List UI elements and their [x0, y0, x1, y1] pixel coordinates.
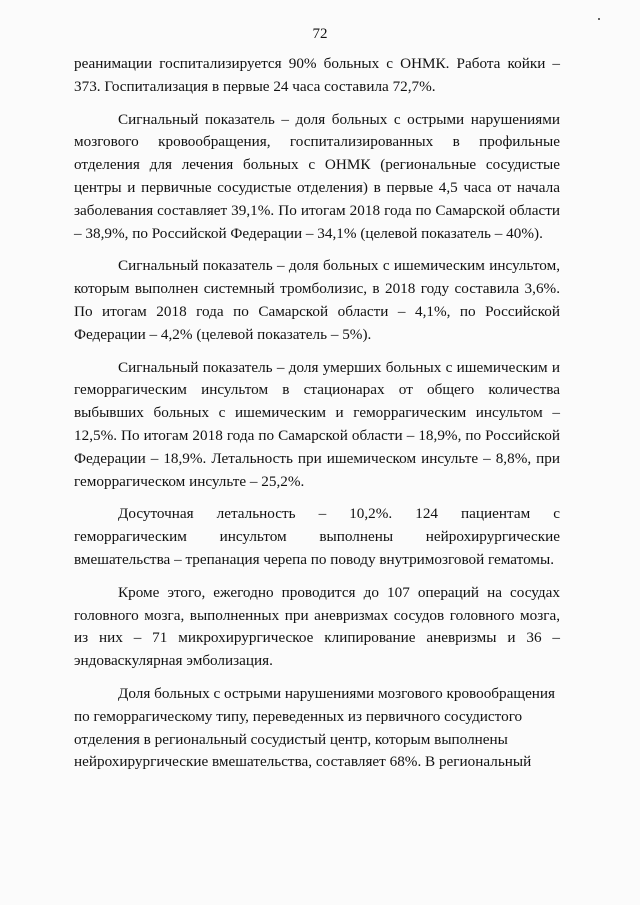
- paragraph-4: Сигнальный показатель – доля умерших больных с ишемическим и геморрагическим инсультом в стационарах от общего количества выбывших больных с ишемическим и геморрагическим инсультом – 12,5%. По итогам 2018 года по Самарской области – 18,9%, по Российской Федерации – 18,9%. Летальность при ишемическом инсульте – 8,8%, при геморрагическом инсульте – 25,2%.: [74, 358, 560, 490]
- paragraph-5: Досуточная летальность – 10,2%. 124 пациентам с геморрагическим инсультом выполнены нейрохирургические вмешательства – трепанация черепа по поводу внутримозговой гематомы.: [74, 505, 560, 568]
- page-number: 72: [312, 26, 328, 42]
- paragraph-7: Доля больных с острыми нарушениями мозгового кровообращения по геморрагическому типу, переведенных из первичного сосудистого отделения в региональный сосудистый центр, которым выполнены нейрохирургические вмешательства, составляет 68%. В региональный: [74, 684, 556, 771]
- paragraph-2: Сигнальный показатель – доля больных с острыми нарушениями мозгового кровообращения, госпитализированных в профильные отделения для лечения больных с ОНМК (региональные сосудистые центры и первичные сосудистые отделения) в первые 4,5 часа от начала заболевания составляет 39,1%. По итогам 2018 года по Самарской области – 38,9%, по Российской Федерации – 34,1% (целевой показатель – 40%).: [74, 110, 560, 242]
- scan-speck: [598, 18, 600, 20]
- paragraph-6: Кроме этого, ежегодно проводится до 107 операций на сосудах головного мозга, выполненных при аневризмах сосудов головного мозга, из них – 71 микрохирургическое клипирование аневризмы и 36 – эндоваскулярная эмболизация.: [74, 583, 560, 670]
- body-text: [74, 53, 560, 784]
- paragraph-3: Сигнальный показатель – доля больных с ишемическим инсультом, которым выполнен системный тромболизис, в 2018 году составила 3,6%. По итогам 2018 года по Самарской области – 4,1%, по Российской Федерации – 4,2% (целевой показатель – 5%).: [74, 257, 560, 343]
- paragraph-1: реанимации госпитализируется 90% больных с ОНМК. Работа койки – 373. Госпитализация в первые 24 часа составила 72,7%.: [74, 55, 560, 95]
